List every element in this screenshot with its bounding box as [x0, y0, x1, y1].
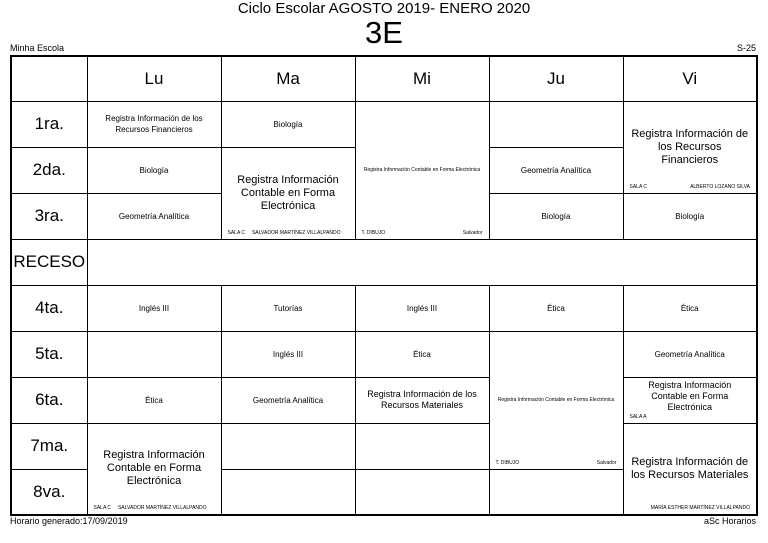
lesson-room: T. DIBUJO [495, 459, 520, 466]
period-row-6 [11, 377, 757, 423]
lesson-cell[interactable] [355, 101, 489, 239]
period-label-8: 8va. [11, 469, 87, 515]
lesson-cell[interactable] [87, 193, 221, 239]
lesson-subject: Registra Información Contable en Forma Electrónica [363, 167, 481, 173]
lesson-teacher: SALVADOR MARTÍNEZ VILLALPANDO [251, 229, 341, 236]
class-name: 3E [365, 15, 403, 50]
day-header-ju: Ju [489, 56, 623, 101]
lesson-subject: Registra Información Contable en Forma Electrónica [497, 397, 615, 403]
lesson-subject: Biología [675, 211, 705, 221]
lesson-cell[interactable] [623, 285, 757, 331]
empty-cell [355, 469, 489, 515]
empty-cell [355, 423, 489, 469]
brand-label: aSc Horarios [703, 516, 756, 526]
lesson-subject: Registra Información Contable en Forma Electrónica [103, 449, 205, 488]
lesson-room: SALA C [629, 183, 648, 190]
lesson-subject: Tutorías [273, 303, 303, 313]
lesson-subject: Geometría Analítica [252, 395, 324, 405]
lesson-subject: Geometría Analítica [118, 211, 190, 221]
recess-cell [87, 239, 757, 285]
lesson-footer [362, 230, 483, 236]
day-header-row [11, 56, 757, 101]
lesson-subject: Biología [273, 119, 303, 129]
lesson-footer [630, 414, 751, 420]
room-code: S-25 [736, 43, 756, 53]
lesson-footer [228, 230, 349, 236]
lesson-subject: Inglés III [406, 303, 438, 313]
lesson-subject: Ética [547, 303, 565, 313]
lesson-cell[interactable] [355, 285, 489, 331]
lesson-teacher: SALVADOR MARTÍNEZ VILLALPANDO [117, 505, 207, 511]
lesson-room: SALA C [227, 229, 246, 236]
recess-row [11, 239, 757, 285]
lesson-cell[interactable] [87, 423, 221, 515]
school-name: Minha Escola [10, 43, 65, 53]
lesson-subject: Geometría Analítica [654, 349, 725, 359]
lesson-subject: Registra Información de los Recursos Financieros [105, 114, 203, 134]
lesson-teacher: Salvador [462, 229, 483, 236]
lesson-cell[interactable] [221, 147, 355, 239]
lesson-cell[interactable] [623, 101, 757, 193]
day-header-mi: Mi [355, 56, 489, 101]
lesson-teacher: Salvador [596, 459, 617, 466]
lesson-subject: Geometría Analítica [520, 165, 592, 175]
lesson-cell[interactable] [489, 285, 623, 331]
lesson-subject: Registra Información de los Recursos Materiales [367, 389, 477, 410]
lesson-footer [630, 184, 751, 190]
lesson-cell[interactable] [221, 331, 355, 377]
lesson-subject: Inglés III [138, 303, 170, 313]
lesson-footer [630, 505, 751, 511]
lesson-subject: Ética [413, 349, 431, 359]
lesson-subject: Biología [541, 211, 571, 221]
lesson-subject: Inglés III [272, 349, 304, 359]
schedule-title: Ciclo Escolar AGOSTO 2019- ENERO 2020 [237, 0, 531, 17]
lesson-subject: Registra Información de los Recursos Materiales [631, 455, 749, 481]
lesson-subject: Registra Información Contable en Forma Electrónica [237, 173, 339, 212]
lesson-cell[interactable] [623, 193, 757, 239]
period-row-1 [11, 101, 757, 147]
lesson-cell[interactable] [489, 331, 623, 469]
empty-cell [489, 101, 623, 147]
lesson-subject: Ética [145, 395, 163, 405]
lesson-cell[interactable] [87, 285, 221, 331]
lesson-cell[interactable] [87, 101, 221, 147]
lesson-subject: Registra Información de los Recursos Financieros [631, 127, 749, 166]
day-header-ma: Ma [221, 56, 355, 101]
lesson-room: SALA A [629, 413, 647, 420]
lesson-cell[interactable] [87, 377, 221, 423]
lesson-footer [496, 460, 617, 466]
period-label-4: 4ta. [11, 285, 87, 331]
period-label-1: 1ra. [11, 101, 87, 147]
lesson-cell[interactable] [355, 331, 489, 377]
lesson-teacher: MARÍA ESTHER MARTÍNEZ VILLALPANDO [650, 505, 750, 511]
empty-cell [221, 469, 355, 515]
lesson-cell[interactable] [87, 147, 221, 193]
lesson-cell[interactable] [623, 377, 757, 423]
lesson-subject: Biología [139, 165, 169, 175]
lesson-cell[interactable] [221, 101, 355, 147]
period-label-6: 6ta. [11, 377, 87, 423]
lesson-cell[interactable] [489, 193, 623, 239]
lesson-cell[interactable] [355, 377, 489, 423]
corner-cell [11, 56, 87, 101]
day-header-vi: Vi [623, 56, 757, 101]
lesson-cell[interactable] [221, 377, 355, 423]
period-row-7 [11, 423, 757, 469]
empty-cell [489, 469, 623, 515]
lesson-teacher: ALBERTO LOZANO SILVA [690, 183, 750, 190]
period-label-3: 3ra. [11, 193, 87, 239]
period-label-7: 7ma. [11, 423, 87, 469]
timetable-grid [10, 55, 758, 516]
lesson-room: SALA C [93, 505, 112, 511]
period-row-4 [11, 285, 757, 331]
lesson-cell[interactable] [623, 331, 757, 377]
period-label-recess: RECESO [11, 239, 87, 285]
lesson-cell[interactable] [221, 285, 355, 331]
empty-cell [221, 423, 355, 469]
lesson-subject: Registra Información Contable en Forma Electrónica [648, 379, 732, 412]
period-label-2: 2da. [11, 147, 87, 193]
lesson-room: T. DIBUJO [361, 229, 386, 236]
lesson-cell[interactable] [623, 423, 757, 515]
lesson-subject: Ética [680, 303, 699, 313]
generated-date: Horario generado:17/09/2019 [10, 516, 128, 526]
lesson-cell[interactable] [489, 147, 623, 193]
period-label-5: 5ta. [11, 331, 87, 377]
day-header-lu: Lu [87, 56, 221, 101]
lesson-footer [94, 505, 215, 511]
period-row-5 [11, 331, 757, 377]
empty-cell [87, 331, 221, 377]
